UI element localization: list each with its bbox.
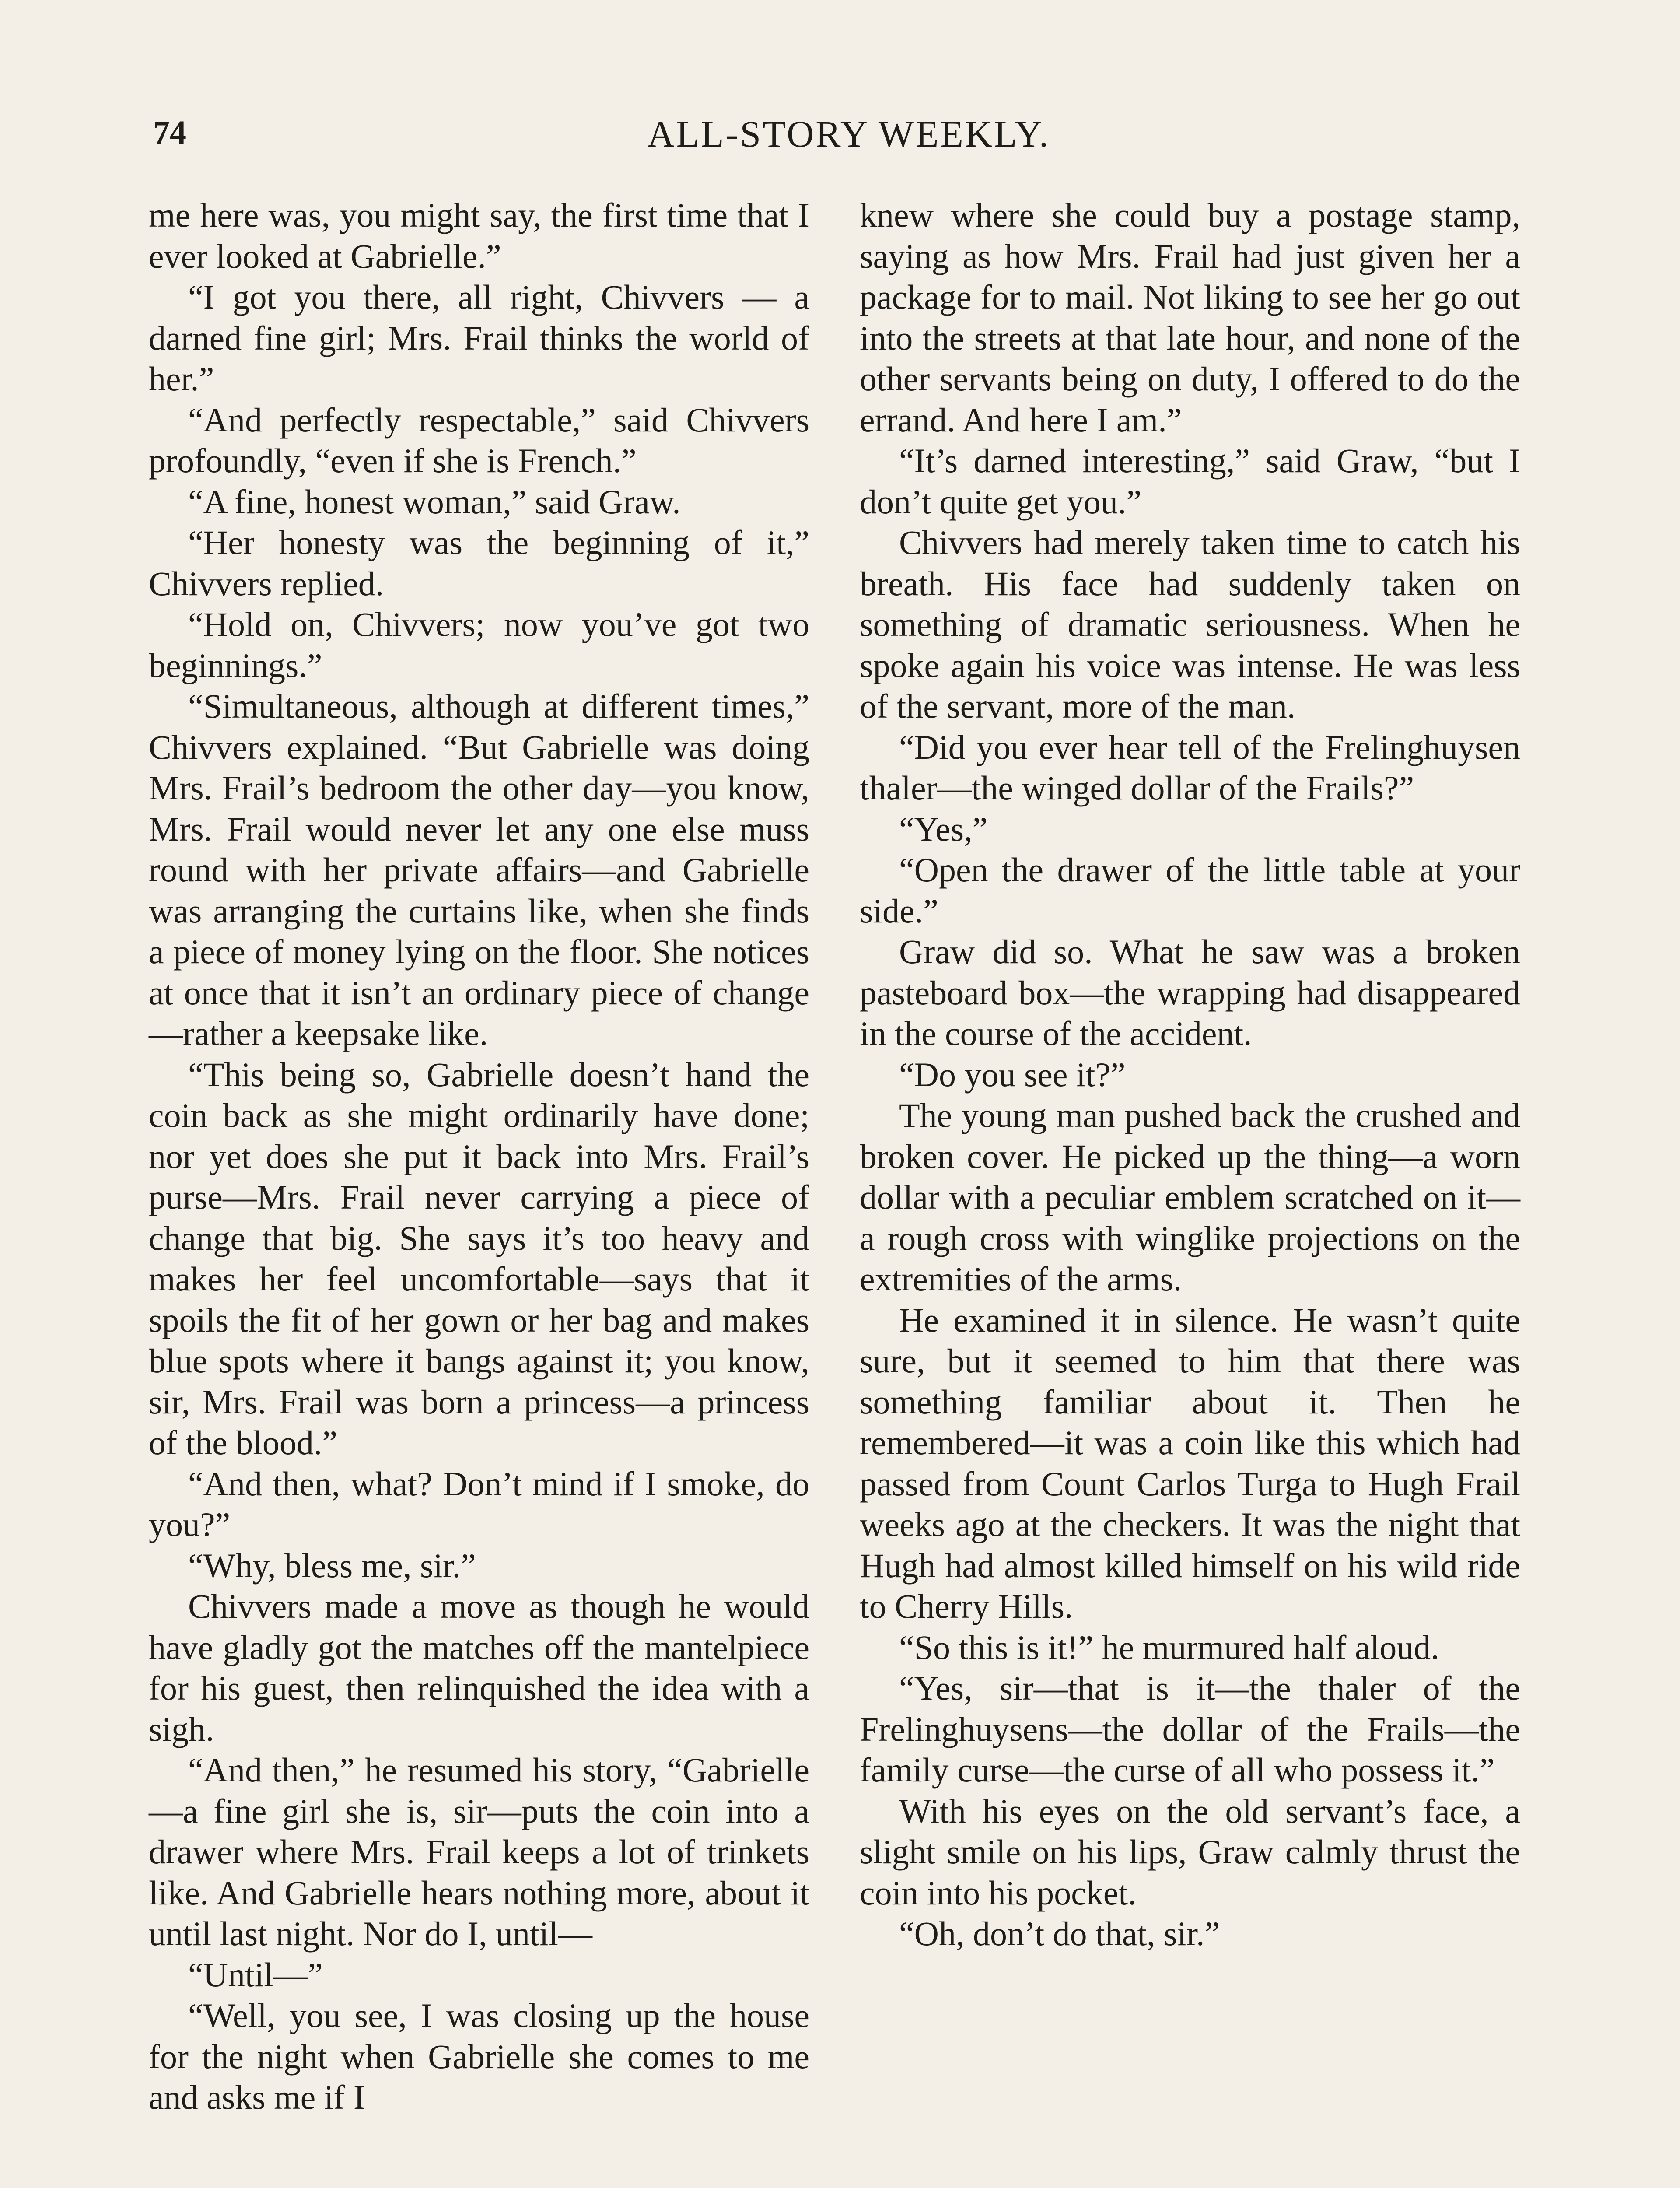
paragraph: “Do you see it?”: [899, 1055, 1126, 1094]
paragraph: “And then,” he resumed his story, “Gabrielle—a fine girl she is, sir—puts the coin into a drawer where Mrs. Frail keeps a lot of trinkets like. And Gabrielle hears nothing more, about it until last night. Nor do I, until—: [149, 1751, 809, 1953]
paragraph: With his eyes on the old servant’s face, a slight smile on his lips, Graw calmly thrust the coin into his pocket.: [860, 1792, 1520, 1912]
paragraph: “Yes,”: [899, 810, 988, 848]
paragraph: “I got you there, all right, Chivvers — a darned fine girl; Mrs. Frail thinks the world of her.”: [149, 278, 809, 398]
paragraph: “A fine, honest woman,” said Graw.: [188, 482, 681, 521]
paragraph: “And then, what? Don’t mind if I smoke, do you?”: [149, 1464, 809, 1543]
paragraph: Chivvers had merely taken time to catch his breath. His face had suddenly taken on something of dramatic seriousness. When he spoke again his voice was intense. He was less of the servant, more of the man.: [860, 523, 1520, 725]
right-column: [860, 195, 1520, 2188]
paragraph: “So this is it!” he murmured half aloud.: [899, 1628, 1439, 1666]
paragraph: “It’s darned interesting,” said Graw, “but I don’t quite get you.”: [860, 442, 1520, 521]
paragraph: me here was, you might say, the first time that I ever looked at Gabrielle.”: [149, 196, 809, 275]
left-column: [149, 195, 809, 2188]
paragraph: “Until—”: [188, 1955, 323, 1994]
paragraph: “Her honesty was the beginning of it,” Chivvers replied.: [149, 523, 809, 603]
paragraph: Chivvers made a move as though he would have gladly got the matches off the mantelpiece for his guest, then relinquished the idea with a sigh.: [149, 1587, 809, 1748]
page-number: 74: [153, 114, 186, 151]
paragraph: “Hold on, Chivvers; now you’ve got two beginnings.”: [149, 605, 809, 684]
running-head: ALL-STORY WEEKLY.: [647, 113, 1050, 155]
paragraph: “Open the drawer of the little table at your side.”: [860, 851, 1520, 930]
paragraph: Graw did so. What he saw was a broken pasteboard box—the wrapping had disappeared in the course of the accident.: [860, 933, 1520, 1052]
paragraph: “And perfectly respectable,” said Chivvers profoundly, “even if she is French.”: [149, 400, 809, 480]
paragraph: “Yes, sir—that is it—the thaler of the Frelinghuysens—the dollar of the Frails—the family curse—the curse of all who possess it.”: [860, 1669, 1520, 1789]
paragraph: “Did you ever hear tell of the Frelinghuysen thaler—the winged dollar of the Frails?”: [860, 728, 1520, 807]
paragraph: “Why, bless me, sir.”: [188, 1546, 476, 1585]
paragraph: “Well, you see, I was closing up the house for the night when Gabrielle she comes to me and asks me if I: [149, 1996, 809, 2116]
paragraph: knew where she could buy a postage stamp, saying as how Mrs. Frail had just given her a package for to mail. Not liking to see her go out into the streets at that late hour, and none of the other servants being on duty, I offered to do the errand. And here I am.”: [860, 196, 1520, 439]
paragraph: The young man pushed back the crushed and broken cover. He picked up the thing—a worn dollar with a peculiar emblem scratched on it—a rough cross with winglike projections on the extremities of the arms.: [860, 1096, 1520, 1298]
paragraph: “Simultaneous, although at different times,” Chivvers explained. “But Gabrielle was doing Mrs. Frail’s bedroom the other day—you know, Mrs. Frail would never let any one else muss round with her private affairs—and Gabrielle was arranging the curtains like, when she finds a piece of money lying on the floor. She notices at once that it isn’t an ordinary piece of change—rather a keepsake like.: [149, 687, 809, 1052]
paragraph: “This being so, Gabrielle doesn’t hand the coin back as she might ordinarily have done; nor yet does she put it back into Mrs. Frail’s purse—Mrs. Frail never carrying a piece of change that big. She says it’s too heavy and makes her feel uncomfortable—says that it spoils the fit of her gown or her bag and makes blue spots where it bangs against it; you know, sir, Mrs. Frail was born a princess—a princess of the blood.”: [149, 1055, 809, 1462]
paragraph: He examined it in silence. He wasn’t quite sure, but it seemed to him that there was something familiar about it. Then he remembered—it was a coin like this which had passed from Count Carlos Turga to Hugh Frail weeks ago at the checkers. It was the night that Hugh had almost killed himself on his wild ride to Cherry Hills.: [860, 1301, 1520, 1625]
paragraph: “Oh, don’t do that, sir.”: [899, 1914, 1220, 1953]
